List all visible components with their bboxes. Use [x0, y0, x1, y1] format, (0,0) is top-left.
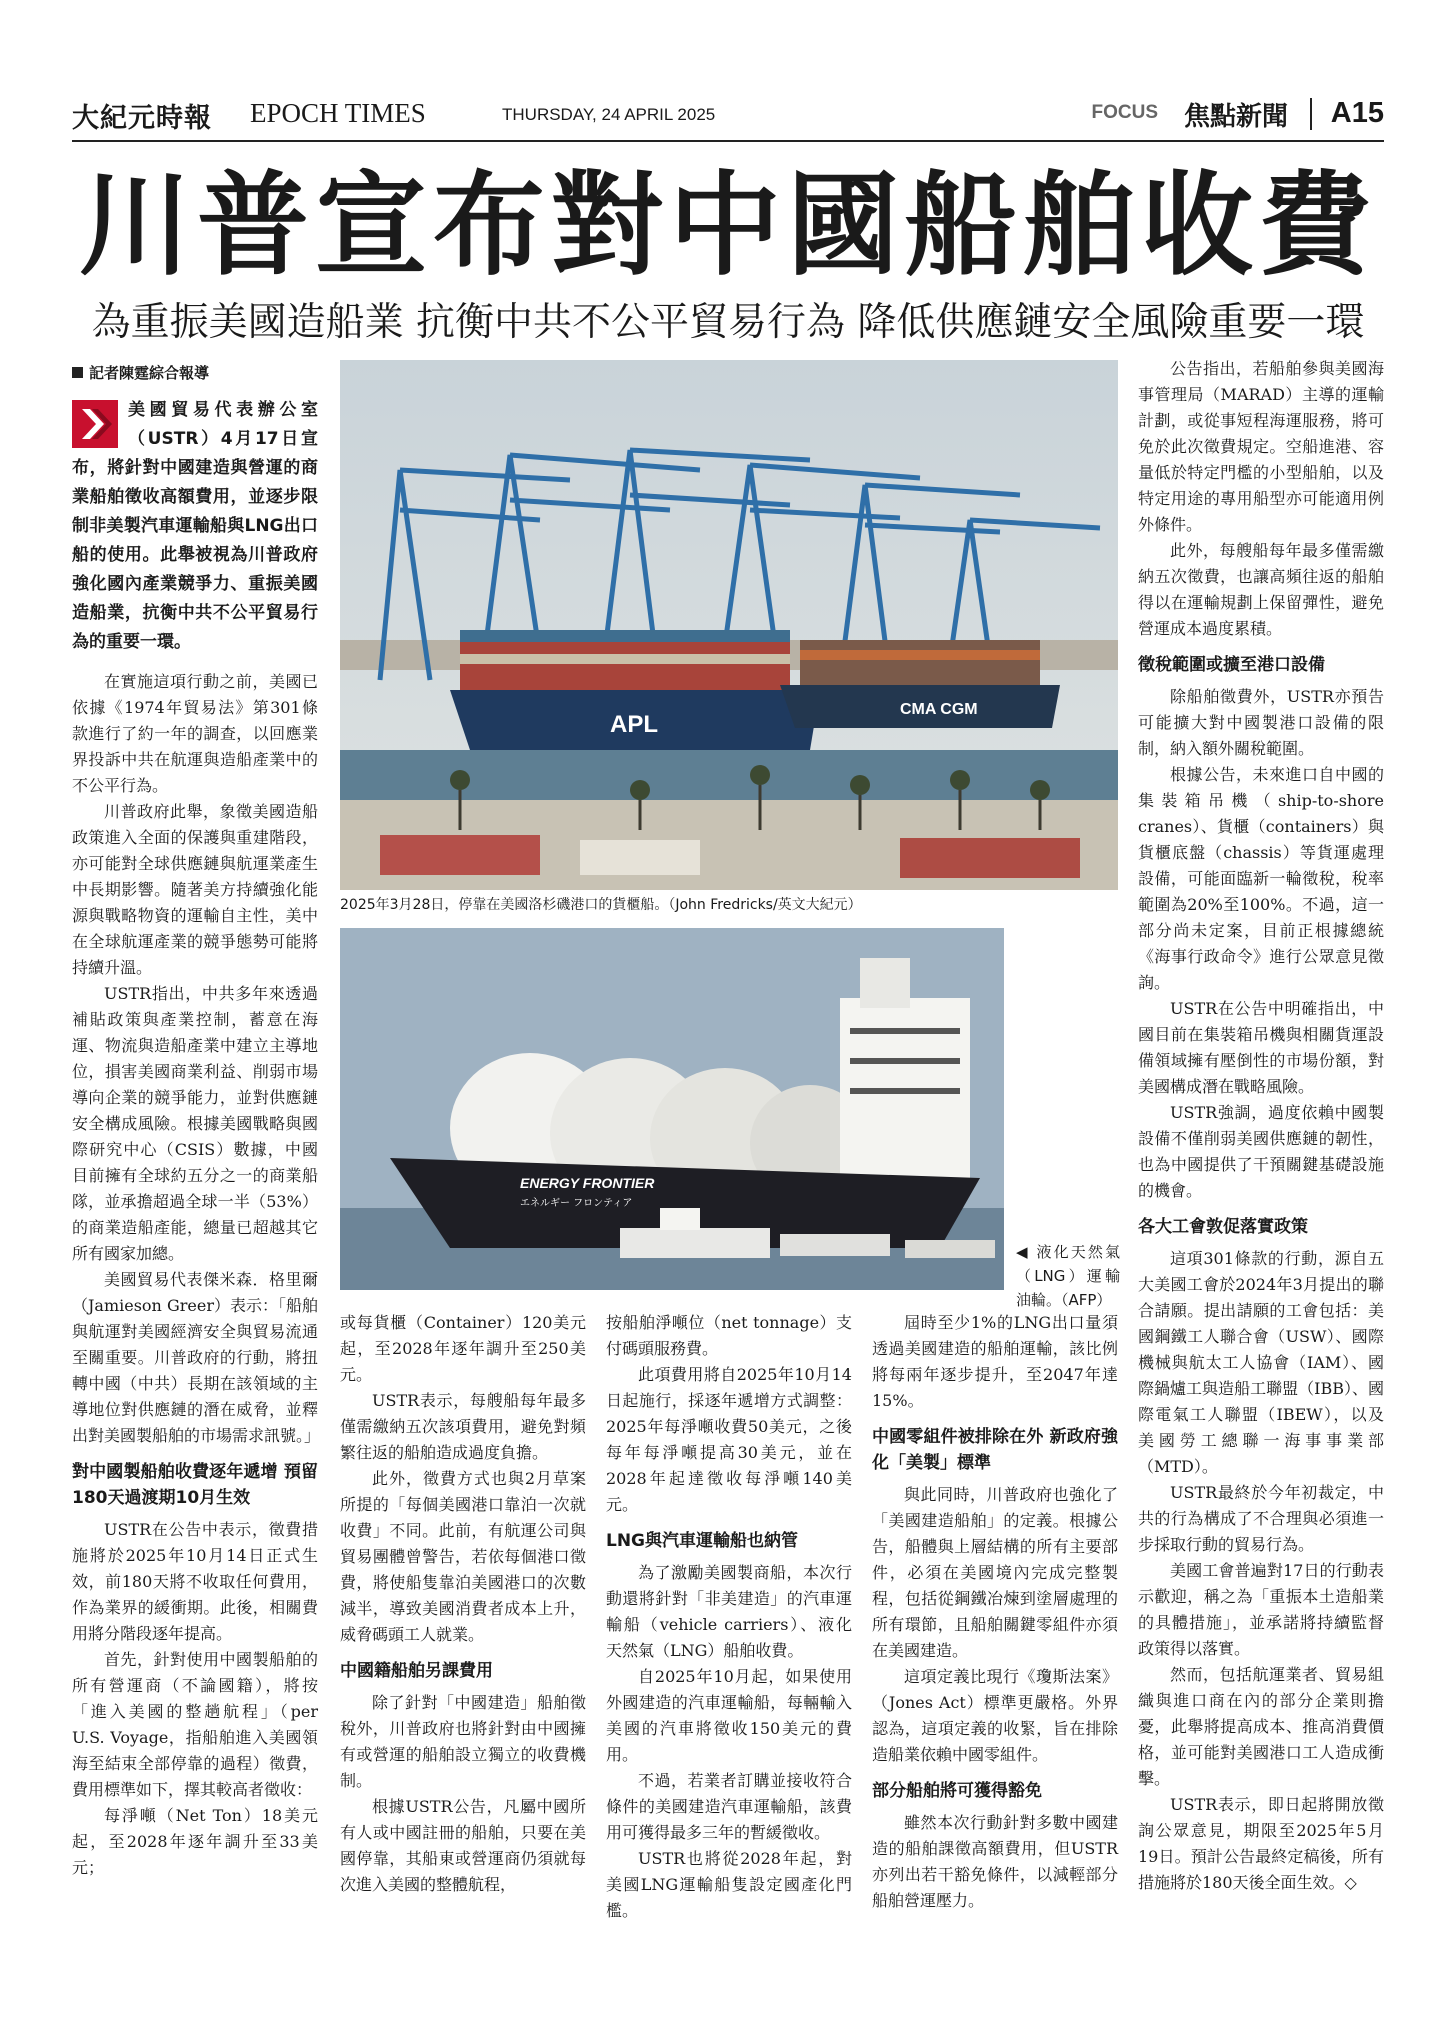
paragraph: USTR最終於今年初裁定，中共的行為構成了不合理與必須進一步採取行動的貿易行為。: [1138, 1483, 1384, 1554]
paragraph: 為了激勵美國製商船，本次行動還將針對「非美建造」的汽車運輸船（vehicle carriers）、液化天然氣（LNG）船舶收費。: [606, 1563, 852, 1660]
paragraph: USTR在公告中明確指出，中國目前在集裝箱吊機與相關貨運設備領域擁有壓倒性的市場份額，對美國構成潛在戰略風險。: [1138, 999, 1384, 1096]
paragraph: 然而，包括航運業者、貿易組織與進口商在內的部分企業則擔憂，此舉將提高成本、推高消費價格，並可能對美國港口工人造成衝擊。: [1138, 1665, 1384, 1788]
paragraph: 雖然本次行動針對多數中國建造的船舶課徵高額費用，但USTR亦列出若干豁免條件，以減輕部分船舶營運壓力。: [872, 1813, 1118, 1910]
focus-label: FOCUS: [1091, 102, 1158, 123]
lng-ship-name: ENERGY FRONTIER: [520, 1175, 655, 1191]
column-2: [340, 1310, 586, 1898]
ship-name-apl: APL: [610, 711, 658, 738]
byline: [72, 360, 318, 386]
square-bullet-icon: [72, 367, 83, 378]
column-1: [72, 360, 321, 1881]
section-heading: 部分船舶將可獲得豁免: [872, 1781, 1042, 1801]
paragraph: 川普政府此舉，象徵美國造船政策進入全面的保護與重建階段，亦可能對全球供應鏈與航運業產生中長期影響。隨著美方持續強化能源與戰略物資的運輸自主性，美中在全球航運產業的競爭態勢可能將持續升溫。: [72, 802, 318, 977]
paragraph: 此項費用將自2025年10月14日起施行，採逐年遞增方式調整：2025年每淨噸收費50美元，之後每年每淨噸提高30美元，並在2028年起達徵收每淨噸140美元。: [606, 1365, 852, 1514]
logo-zh: 大紀元時報: [72, 103, 212, 134]
paragraph: 不過，若業者訂購並接收符合條件的美國建造汽車運輸船，該費用可獲得最多三年的暫緩徵收。: [606, 1771, 852, 1842]
paragraph: 每淨噸（Net Ton）18美元起，至2028年逐年調升至33美元；: [72, 1806, 318, 1877]
paragraph: USTR指出，中共多年來透過補貼政策與產業控制，蓄意在海運、物流與造船產業中建立主導地位，損害美國商業利益、削弱市場導向企業的競爭能力，並對供應鏈安全構成風險。根據美國戰略與國際研究中心（CSIS）數據，中國目前擁有全球約五分之一的商業船隊，並承擔超過全球一半（53%）的商業造船產能，總量已超越其它所有國家加總。: [72, 984, 318, 1263]
paragraph: 除船舶徵費外，USTR亦預告可能擴大對中國製港口設備的限制，納入額外關稅範圍。: [1138, 687, 1384, 758]
section-heading: 中國籍船舶另課費用: [340, 1661, 493, 1681]
section-name: 焦點新聞: [1183, 102, 1288, 132]
column-3: [606, 1310, 852, 1924]
paragraph: USTR表示，即日起將開放徵詢公眾意見，期限至2025年5月19日。預計公告最終定稿後，所有措施將於180天後全面生效。◇: [1138, 1795, 1384, 1892]
port-photo-caption: 2025年3月28日，停靠在美國洛杉磯港口的貨櫃船。（John Fredricks/英文大紀元）: [340, 897, 862, 913]
paragraph: 美國工會普遍對17日的行動表示歡迎，稱之為「重振本土造船業的具體措施」，並承諾將持續監督政策得以落實。: [1138, 1561, 1384, 1658]
paragraph: 屆時至少1%的LNG出口量須透過美國建造的船舶運輸，該比例將每兩年逐步提升，至2047年達15%。: [872, 1313, 1118, 1410]
masthead: [72, 96, 1384, 136]
section-heading: LNG與汽車運輸船也納管: [606, 1531, 799, 1551]
ship-name-cma: CMA CGM: [900, 701, 978, 718]
paragraph: 除了針對「中國建造」船舶徵稅外，川普政府也將針對由中國擁有或營運的船舶設立獨立的收費機制。: [340, 1693, 586, 1790]
lng-photo: [340, 928, 1004, 1290]
masthead-divider: [1310, 98, 1312, 130]
paragraph: 這項301條款的行動，源自五大美國工會於2024年3月提出的聯合請願。提出請願的工會包括：美國鋼鐵工人聯合會（USW）、國際機械與航太工人協會（IAM）、國際鍋爐工與造船工聯盟（IBB）、國際電氣工人聯盟（IBEW），以及美國勞工總聯一海事事業部（MTD）。: [1138, 1249, 1384, 1476]
column-5: [1138, 356, 1384, 1896]
section-heading: 各大工會敦促落實政策: [1138, 1217, 1308, 1237]
paragraph: 在實施這項行動之前，美國已依據《1974年貿易法》第301條款進行了約一年的調查，以回應業界投訴中共在航運與造船產業中的不公平行為。: [72, 672, 318, 795]
paragraph: 按船舶淨噸位（net tonnage）支付碼頭服務費。: [606, 1313, 852, 1358]
section-heading: 徵稅範圍或擴至港口設備: [1138, 655, 1325, 675]
section-heading: 中國零組件被排除在外 新政府強化「美製」標準: [872, 1427, 1118, 1473]
issue-date: THURSDAY, 24 APRIL 2025: [502, 105, 716, 124]
paragraph: 首先，針對使用中國製船舶的所有營運商（不論國籍），將按「進入美國的整趟航程」（per U.S. Voyage，指船舶進入美國領海至結束全部停靠的過程）徵費，費用標準如下，擇其較高者徵收：: [72, 1650, 318, 1799]
headline: 川普宣布對中國船舶收費: [79, 160, 1377, 291]
top-rule: [72, 140, 1384, 142]
paragraph: 或每貨櫃（Container）120美元起，至2028年逐年調升至250美元。: [340, 1313, 586, 1384]
paragraph: 根據公告，未來進口自中國的集裝箱吊機（ship-to-shore cranes）、貨櫃（containers）與貨櫃底盤（chassis）等貨運處理設備，可能面臨新一輪徵稅，稅率範圍為20%至100%。不過，這一部分尚未定案，目前正根據總統《海事行政命令》進行公眾意見徵詢。: [1138, 765, 1384, 992]
paragraph: USTR也將從2028年起，對美國LNG運輸船隻設定國產化門檻。: [606, 1849, 852, 1920]
lead-paragraph: 美國貿易代表辦公室（USTR）4月17日宣布，將針對中國建造與營運的商業船舶徵收高額費用，並逐步限制非美製汽車運輸船與LNG出口船的使用。此舉被視為川普政府強化國內產業競爭力、重振美國造船業，抗衡中共不公平貿易行為的重要一環。: [72, 400, 318, 652]
logo-en: EPOCH TIMES: [250, 98, 426, 128]
paragraph: 自2025年10月起，如果使用外國建造的汽車運輸船，每輛輸入美國的汽車將徵收150美元的費用。: [606, 1667, 852, 1764]
chevron-right-icon: [72, 400, 118, 448]
lng-photo-caption: ◀ 液化天然氣（LNG）運輸油輪。（AFP）: [1016, 1243, 1120, 1309]
paragraph: 美國貿易代表傑米森．格里爾（Jamieson Greer）表示：「船舶與航運對美國經濟安全與貿易流通至關重要。川普政府的行動，將扭轉中國（中共）長期在該領域的主導地位對供應鏈的潛在威脅，並釋出對美國製船舶的市場需求訊號。」: [72, 1270, 321, 1445]
column-4: [872, 1310, 1118, 1914]
paragraph: 此外，徵費方式也與2月草案所提的「每個美國港口靠泊一次就收費」不同。此前，有航運公司與貿易團體曾警告，若依每個港口徵費，將使船隻靠泊美國港口的次數減半，導致美國消費者成本上升，威脅碼頭工人就業。: [340, 1469, 586, 1644]
paragraph: 這項定義比現行《瓊斯法案》（Jones Act）標準更嚴格。外界認為，這項定義的收緊，旨在排除造船業依賴中國零組件。: [872, 1667, 1118, 1764]
paragraph: 根據USTR公告，凡屬中國所有人或中國註冊的船舶，只要在美國停靠，其船東或營運商仍須就每次進入美國的整體航程，: [340, 1797, 586, 1894]
paragraph: USTR表示，每艘船每年最多僅需繳納五次該項費用，避免對頻繁往返的船舶造成過度負擔。: [340, 1391, 586, 1462]
paragraph: USTR在公告中表示，徵費措施將於2025年10月14日正式生效，前180天將不收取任何費用，作為業界的緩衝期。此後，相關費用將分階段逐年提高。: [72, 1520, 318, 1643]
section-heading: 對中國製船舶收費逐年遞增 預留180天過渡期10月生效: [72, 1462, 318, 1508]
byline-text: 記者陳霆綜合報導: [89, 364, 210, 382]
paragraph: USTR強調，過度依賴中國製設備不僅削弱美國供應鏈的韌性，也為中國提供了干預關鍵基礎設施的機會。: [1138, 1103, 1384, 1200]
paragraph: 此外，每艘船每年最多僅需繳納五次徵費，也讓高頻往返的船舶得以在運輸規劃上保留彈性，避免營運成本過度累積。: [1138, 541, 1384, 638]
paragraph: 公告指出，若船舶參與美國海事管理局（MARAD）主導的運輸計劃，或從事短程海運服務，將可免於此次徵費規定。空船進港、容量低於特定門檻的小型船舶，以及特定用途的專用船型亦可能適用例外條件。: [1138, 359, 1384, 534]
port-photo: [340, 360, 1118, 890]
lng-ship-name-jp: エネルギー フロンティア: [520, 1198, 633, 1209]
page-number: A15: [1330, 97, 1384, 129]
paragraph: 與此同時，川普政府也強化了「美國建造船舶」的定義。根據公告，船體與上層結構的所有主要部件，必須在美國境內完成完整製程，包括從鋼鐵冶煉到塗層處理的所有環節，且船舶關鍵零組件亦須在美國建造。: [872, 1485, 1118, 1660]
subheadline: 為重振美國造船業 抗衡中共不公平貿易行為 降低供應鏈安全風險重要一環: [91, 300, 1365, 345]
